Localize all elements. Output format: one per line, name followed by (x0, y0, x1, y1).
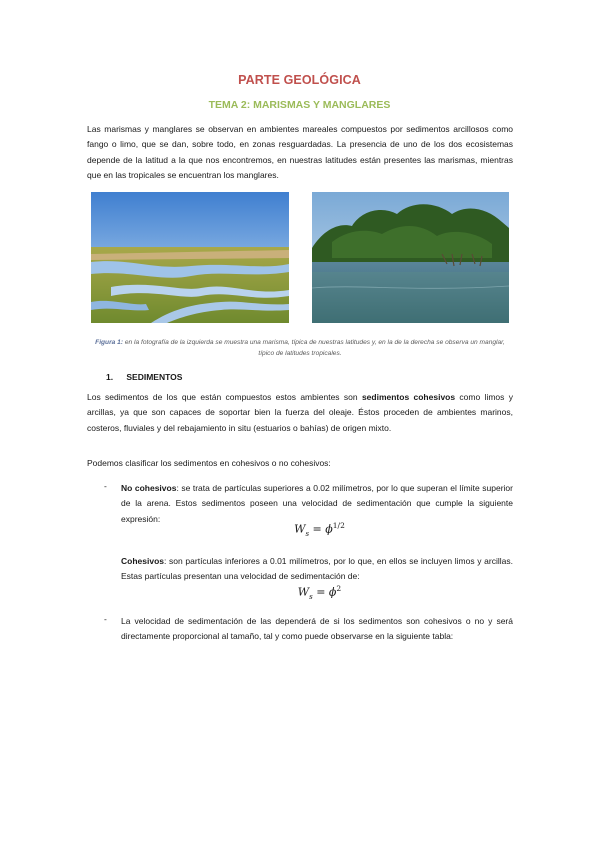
formula2-eq: = ϕ (312, 585, 337, 599)
sediments-bold-term: sedimentos cohesivos (361, 392, 456, 402)
section-heading (106, 372, 182, 382)
formula1-sub: s (305, 529, 310, 538)
non-cohesive-text: : se trata de partículas superiores a 0.02 milímetros, por lo que superan el límite superior de la arena. Estos sedimentos poseen una velocidad de sedimentación que cumple la siguiente expresión: (121, 483, 513, 524)
figure-caption-text: en la fotografía de la izquierda se muestra una marisma, típica de nuestras latitudes y, en la de la derecha se observa un manglar, típico de latitudes tropicales. (124, 339, 505, 357)
mangrove-photo (312, 192, 509, 323)
cohesive-text: : son partículas inferiores a 0.01 milímetros, por lo que, en ellos se incluyen limos y arcillas. Estas partículas presentan una velocidad de sedimentación de: (121, 556, 513, 582)
formula2-exp: 2 (336, 584, 342, 593)
page-title: PARTE GEOLÓGICA (238, 73, 361, 87)
formula1-lhs: W (294, 522, 306, 536)
formula1-exp: 1/2 (332, 521, 345, 530)
section-title: SEDIMENTOS (126, 372, 183, 382)
bullet-dash: - (104, 481, 107, 491)
sediments-text-before: Los sedimentos de los que están compuestos estos ambientes son (87, 392, 362, 402)
section-number: 1. (106, 372, 114, 382)
velocity-item: La velocidad de sedimentación de las dependerá de si los sedimentos son cohesivos o no y será directamente proporcional al tamaño, tal y como puede observarse en la siguiente tabla: (121, 616, 513, 642)
figure-label: Figura 1: (95, 339, 124, 346)
classify-paragraph: Podemos clasificar los sedimentos en cohesivos o no cohesivos: (87, 458, 331, 468)
sediments-text-after: como limos y arcillas, ya que son capaces de soportar bien la fuerza del oleaje. Éstos proceden de ambientes marinos, costeros, fluviales y del rebajamiento in situ (estuarios o bahías) de origen mixto. (87, 392, 513, 433)
non-cohesive-label: No cohesivos (121, 483, 177, 493)
formula1-eq: = ϕ (309, 522, 333, 536)
intro-paragraph: Las marismas y manglares se observan en ambientes mareales compuestos por sedimentos arcillosos como fango o limo, que se dan, sobre todo, en zonas resguardadas. La presencia de uno de los dos ecosistemas depende de la latitud a la que nos encontremos, en nuestras latitudes están presentes las marismas, mientras que en las tropicales se encuentran los manglares. (87, 124, 513, 181)
page-subtitle: TEMA 2: MARISMAS Y MANGLARES (208, 99, 391, 111)
formula2-lhs: W (297, 585, 310, 599)
figure-photos (91, 192, 509, 324)
formula2-sub: s (309, 592, 313, 601)
figure-caption (87, 337, 513, 359)
sediments-paragraph (87, 390, 513, 436)
cohesive-item (121, 554, 513, 585)
cohesive-label: Cohesivos (121, 556, 164, 566)
bullet-dash-2: - (104, 614, 107, 624)
formula-cohesive (20, 584, 599, 601)
marsh-photo (91, 192, 289, 323)
formula-non-cohesive (20, 521, 599, 538)
